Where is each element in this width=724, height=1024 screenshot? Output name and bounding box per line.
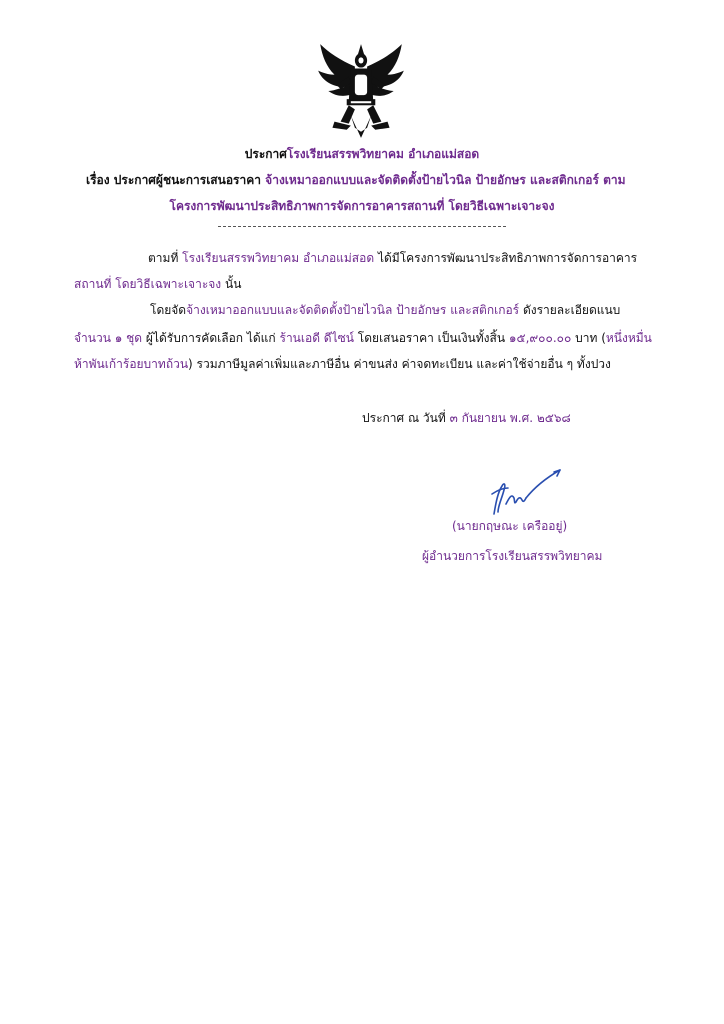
paragraph-1-line-2 <box>74 276 241 292</box>
p1-text-a: ตามที่ <box>148 251 183 265</box>
subject-value: จ้างเหมาออกแบบและจัดติดตั้งป้ายไวนิล ป้ายอักษร และสติกเกอร์ ตาม <box>265 173 626 187</box>
subject-line-1 <box>86 172 626 188</box>
announce-date: ๓ กันยายน พ.ศ. ๒๕๖๘ <box>449 411 571 425</box>
p2-amount: ๑๕,๙๐๐.๐๐ <box>508 331 572 345</box>
subject-label: เรื่อง ประกาศผู้ชนะการเสนอราคา <box>86 173 261 187</box>
p1-method: สถานที่ โดยวิธีเฉพาะเจาะจง <box>74 277 222 291</box>
p2-text-f: บาท ( <box>571 331 606 345</box>
announcement-title <box>0 146 724 162</box>
handwritten-signature-icon <box>468 464 564 520</box>
p2-text-c: ดังรายละเอียดแนบ <box>519 303 621 317</box>
paragraph-2-line-3 <box>74 356 611 372</box>
p1-text-end: นั้น <box>221 277 242 291</box>
p2-quantity: จำนวน ๑ ชุด <box>74 331 143 345</box>
title-school: โรงเรียนสรรพวิทยาคม อำเภอแม่สอด <box>286 147 480 161</box>
signatory-name: (นายกฤษณะ เครืออยู่) <box>452 519 568 533</box>
paragraph-2-line-2 <box>74 330 652 346</box>
p2-text-b: ผู้ได้รับการคัดเลือก ได้แก่ <box>142 331 280 345</box>
p2-amount-words-end: ห้าพันเก้าร้อยบาทถ้วน <box>74 357 189 371</box>
announce-label: ประกาศ ณ วันที่ <box>362 411 450 425</box>
paragraph-1-line-1 <box>148 250 637 266</box>
p1-school-name: โรงเรียนสรรพวิทยาคม อำเภอแม่สอด <box>182 251 375 265</box>
signatory-position: ผู้อำนวยการโรงเรียนสรรพวิทยาคม <box>422 549 603 563</box>
p2-winner-name: ร้านเอดี ดีไซน์ <box>279 331 354 345</box>
paragraph-2-line-1 <box>150 302 620 318</box>
p2-work-description: จ้างเหมาออกแบบและจัดติดตั้งป้ายไวนิล ป้ายอักษร และสติกเกอร์ <box>186 303 520 317</box>
announce-date-line <box>362 410 571 426</box>
p1-text-c: ได้มีโครงการพัฒนาประสิทธิภาพการจัดการอาคาร <box>374 251 638 265</box>
p2-amount-words-start: หนึ่งหมื่น <box>605 331 652 345</box>
title-prefix: ประกาศ <box>244 147 287 161</box>
p2-text-d: โดยเสนอราคา เป็นเงินทั้งสิ้น <box>353 331 509 345</box>
p2-text-a: โดยจัด <box>150 303 187 317</box>
p2-text-tail: ) รวมภาษีมูลค่าเพิ่มและภาษีอื่น ค่าขนส่ง ค่าจดทะเบียน และค่าใช้จ่ายอื่น ๆ ทั้งปวง <box>188 357 611 371</box>
garuda-emblem-icon <box>310 40 412 142</box>
divider <box>218 226 506 227</box>
subject-line-2: โครงการพัฒนาประสิทธิภาพการจัดการอาคารสถานที่ โดยวิธีเฉพาะเจาะจง <box>169 199 555 213</box>
